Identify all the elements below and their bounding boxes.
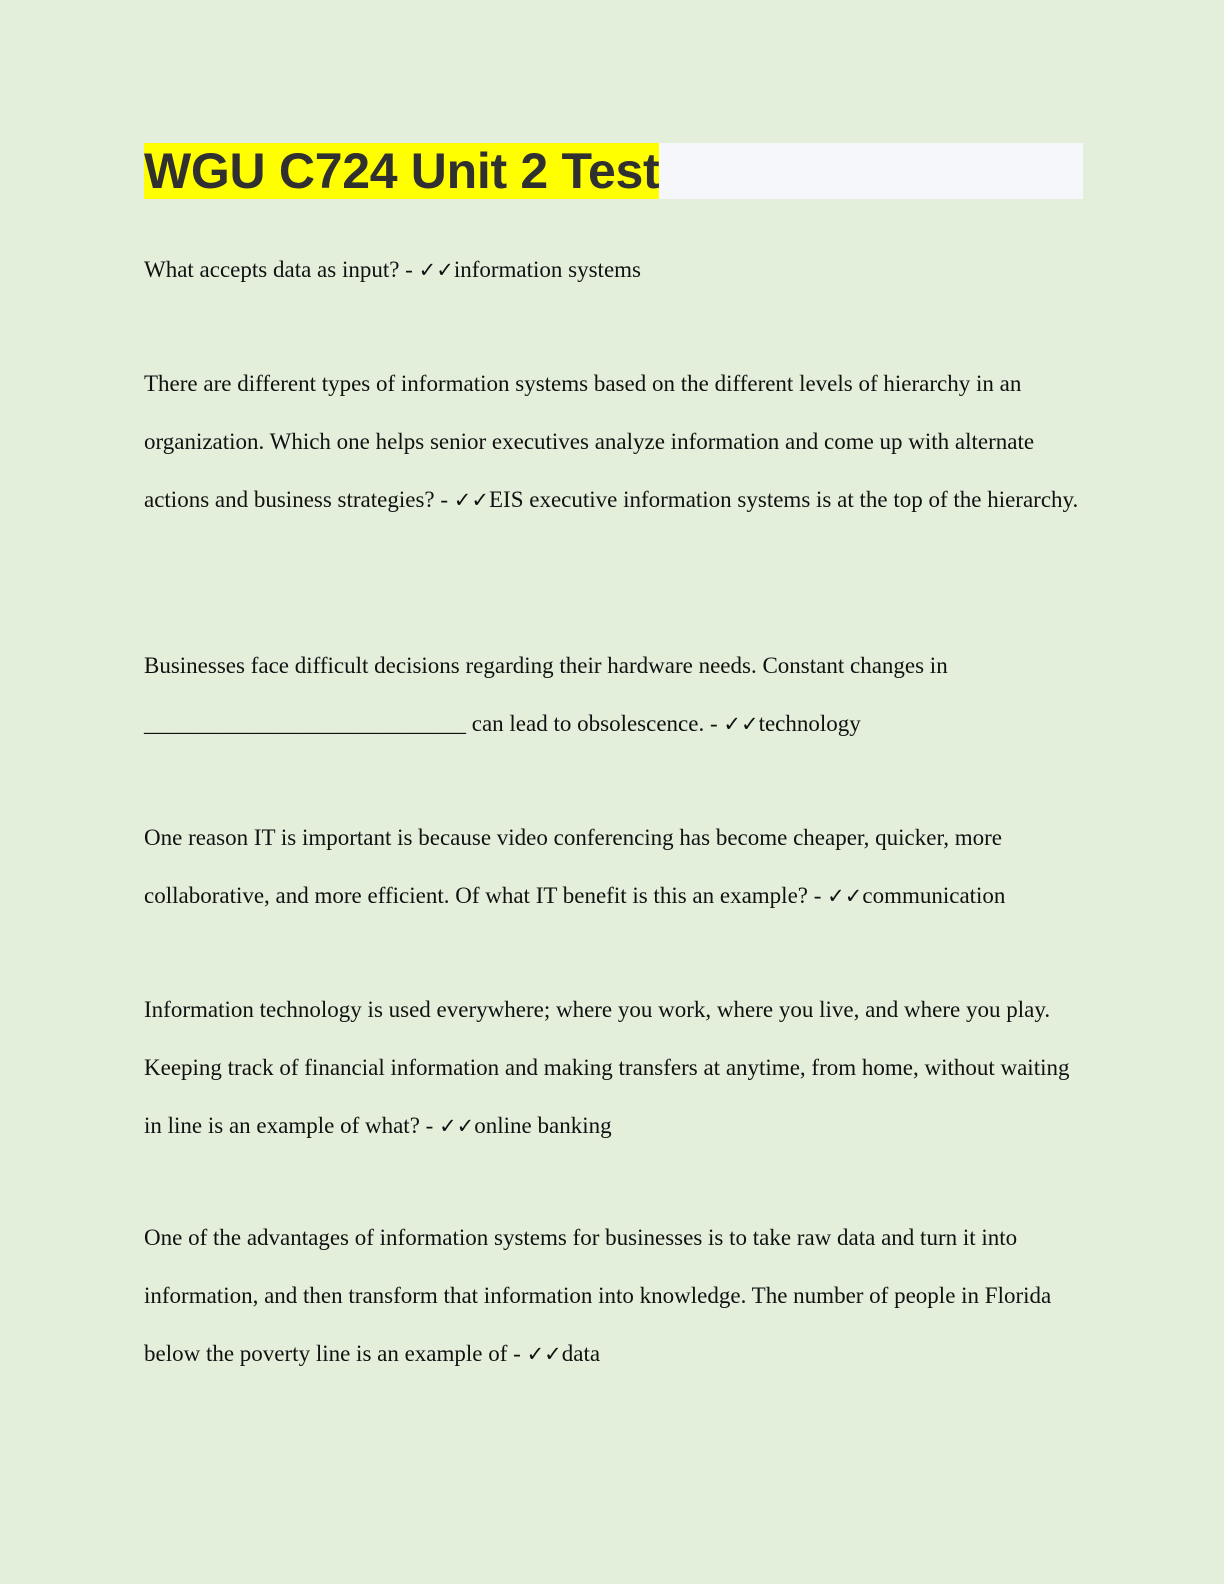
qa-item-1 — [144, 241, 1084, 299]
check-icon: ✓✓ — [453, 488, 489, 512]
question-text: One reason IT is important is because video conferencing has become cheaper, quicker, more collaborative, and more efficient. Of what IT benefit is this an example? - — [144, 825, 1002, 908]
check-icon: ✓✓ — [418, 258, 454, 282]
check-icon: ✓✓ — [526, 1342, 562, 1366]
question-text: One of the advantages of information systems for businesses is to take raw data and turn it into information, and then transform that information into knowledge. The number of people in Florida below the poverty line is an example of - — [144, 1225, 1052, 1366]
answer-text: online banking — [474, 1113, 612, 1138]
qa-item-5 — [144, 981, 1084, 1155]
check-icon: ✓✓ — [723, 712, 759, 736]
question-text: Information technology is used everywhere; where you work, where you live, and where you play. Keeping track of financial information and making transfers at anytime, from home, without waiting in line is an example of what? - — [144, 997, 1070, 1138]
answer-text: data — [561, 1341, 601, 1366]
question-text: What accepts data as input? - — [144, 257, 419, 282]
answer-text: communication — [862, 883, 1006, 908]
question-text: Businesses face difficult decisions regarding their hardware needs. Constant changes in ____________________________ can lead to obsolescence. - — [144, 653, 948, 736]
page-title: WGU C724 Unit 2 Test — [144, 143, 660, 199]
check-icon: ✓✓ — [827, 884, 863, 908]
answer-text: technology — [758, 711, 861, 736]
qa-item-6 — [144, 1209, 1084, 1383]
qa-item-3 — [144, 637, 1084, 753]
answer-text: EIS executive information systems is at the top of the hierarchy. — [488, 487, 1079, 512]
check-icon: ✓✓ — [439, 1114, 475, 1138]
answer-text: information systems — [453, 257, 641, 282]
question-text: There are different types of information systems based on the different levels of hierarchy in an organization. Which one helps senior executives analyze information and come up with alternate actions and business strategies? - — [144, 371, 1035, 512]
qa-item-2 — [144, 355, 1084, 529]
qa-item-4 — [144, 809, 1084, 925]
